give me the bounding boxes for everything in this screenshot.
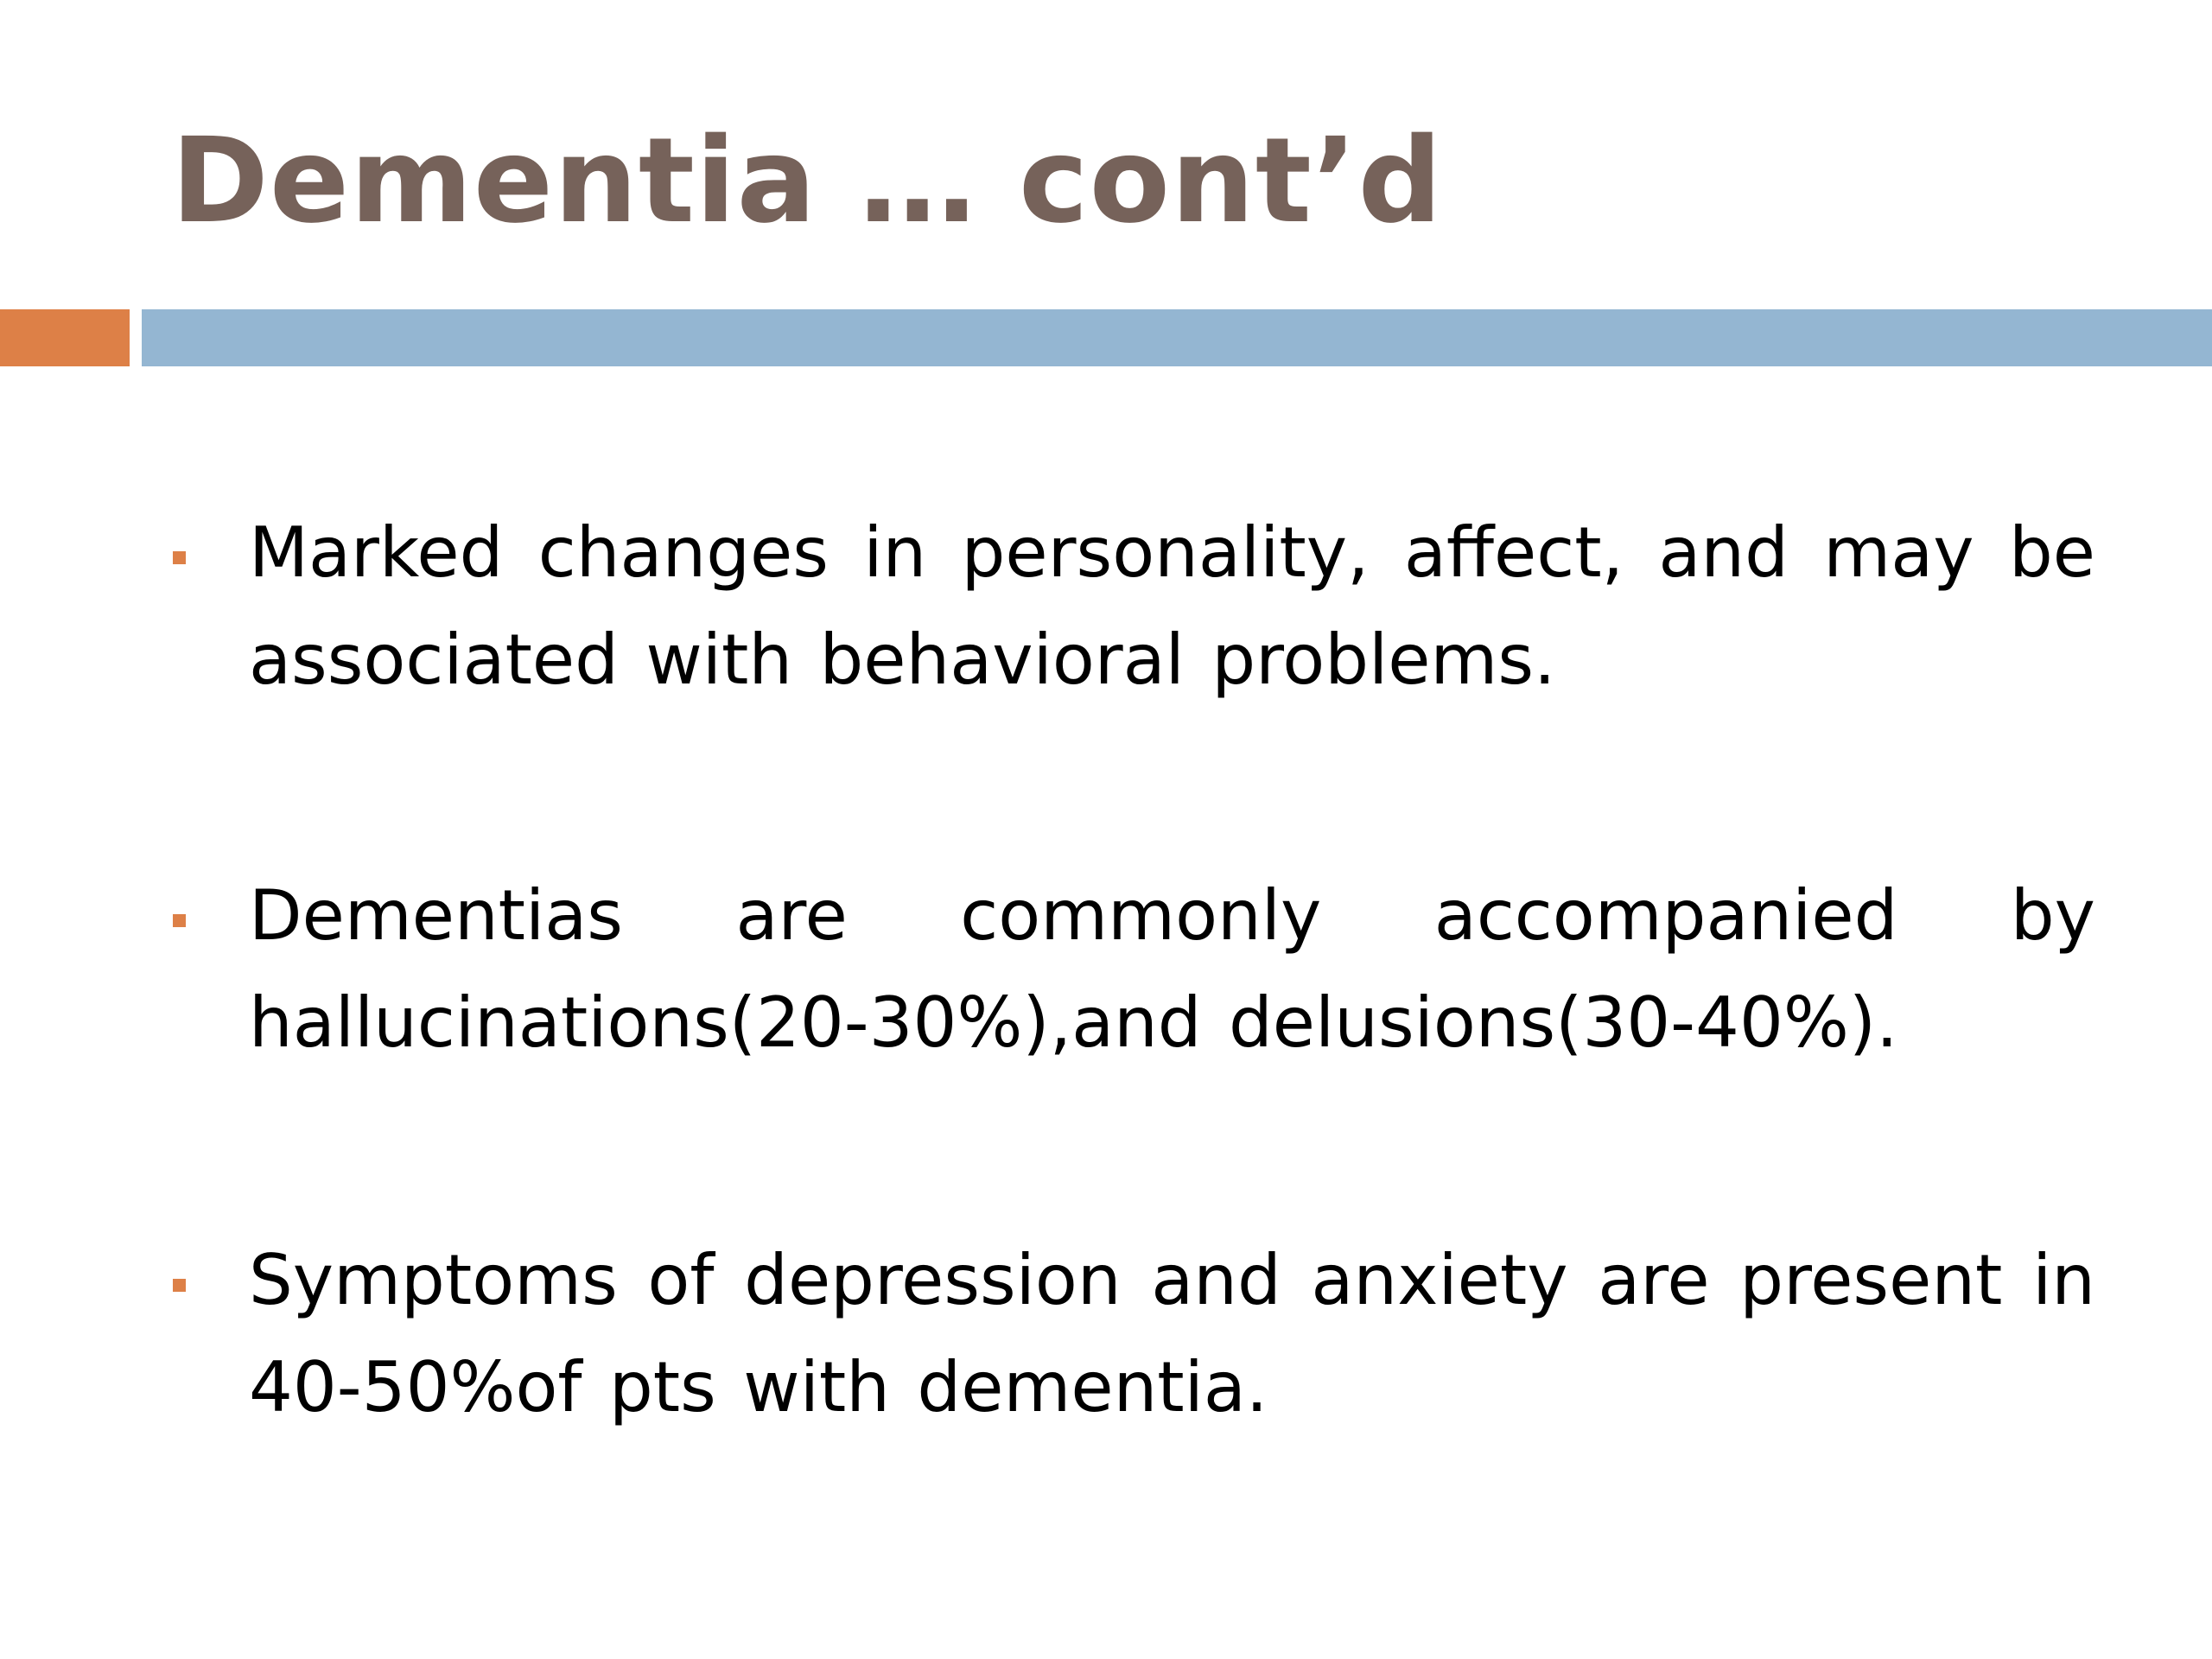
slide-title: Dementia … cont’d [171, 113, 1443, 250]
accent-bar [0, 309, 130, 366]
bullet-text: Dementias are commonly accompanied by hallucinations(20-30%),and delusions(30-40%). [249, 875, 2095, 1063]
header-bar [142, 309, 2212, 366]
square-bullet-icon [173, 914, 186, 927]
bullet-text: Marked changes in personality, affect, and may be associated with behavioral problems. [249, 512, 2095, 700]
bullet-text: Symptoms of depression and anxiety are present in 40-50%of pts with dementia. [249, 1240, 2095, 1427]
square-bullet-icon [173, 1279, 186, 1292]
square-bullet-icon [173, 551, 186, 564]
